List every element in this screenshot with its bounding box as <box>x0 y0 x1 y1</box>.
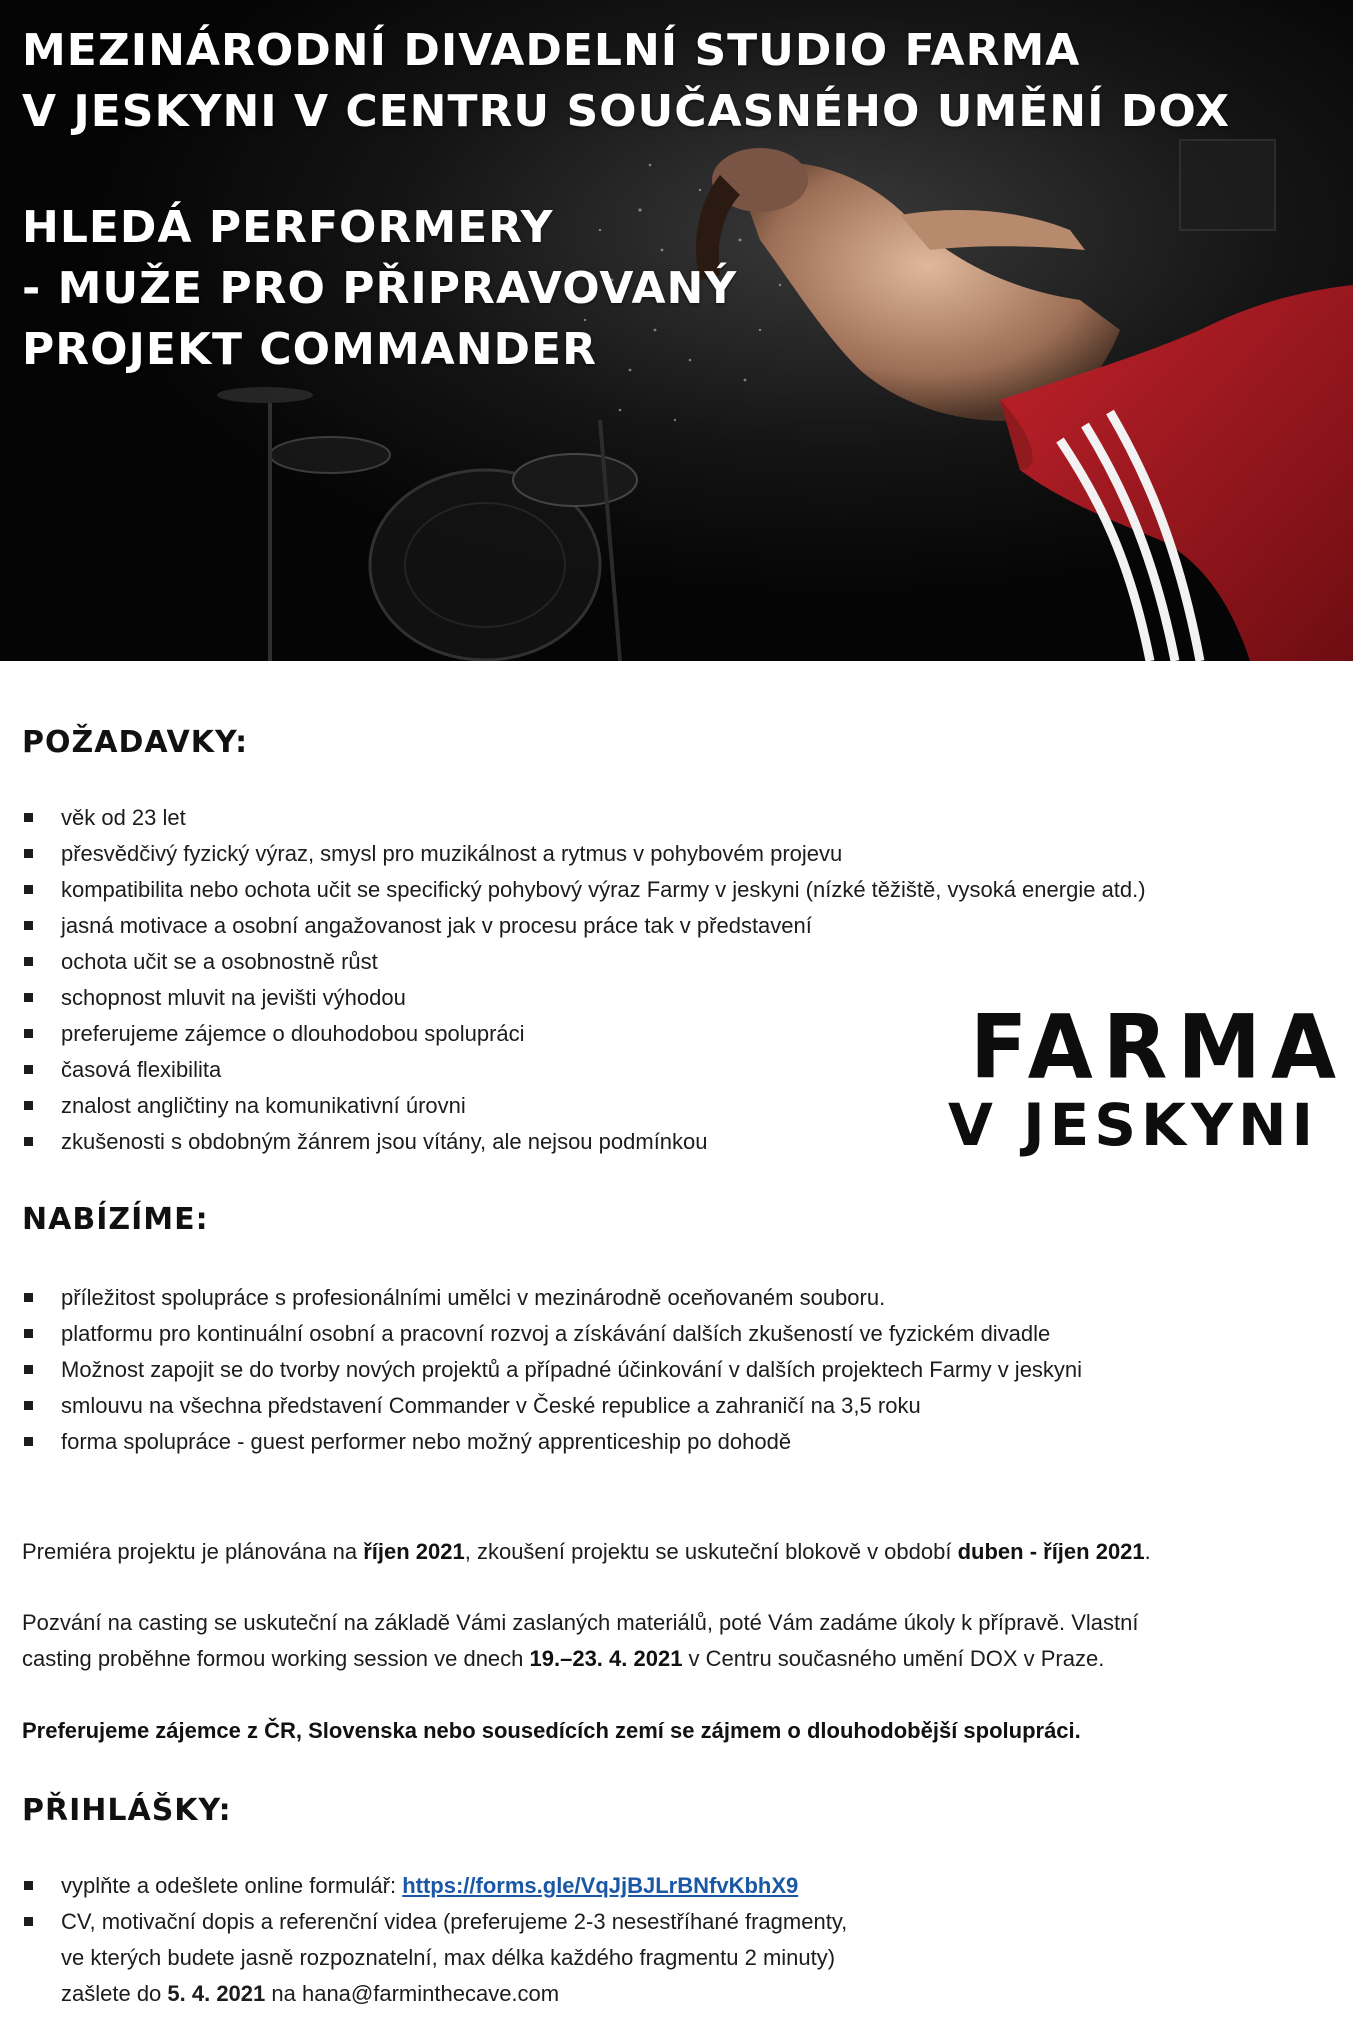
farma-logo <box>948 995 1347 1172</box>
bullet-square-icon <box>24 1101 33 1110</box>
list-item: preferujeme zájemce o dlouhodobou spolupráci <box>22 1016 1146 1052</box>
applications-list <box>22 1868 847 2012</box>
bullet-square-icon <box>24 921 33 930</box>
requirements-heading: POŽADAVKY: <box>22 725 249 760</box>
list-item: smlouvu na všechna představení Commander v České republice a zahraničí na 3,5 roku <box>22 1388 1082 1424</box>
hero-title-line: PROJEKT COMMANDER <box>22 324 597 375</box>
list-item: kompatibilita nebo ochota učit se specifický pohybový výraz Farmy v jeskyni (nízké těžiště, vysoká energie atd.) <box>22 872 1146 908</box>
list-item: zkušenosti s obdobným žánrem jsou vítány, ale nejsou podmínkou <box>22 1124 1146 1160</box>
hero-title-line: HLEDÁ PERFORMERY <box>22 202 554 253</box>
bullet-square-icon <box>24 813 33 822</box>
bullet-square-icon <box>24 1065 33 1074</box>
bullet-square-icon <box>24 1329 33 1338</box>
applications-heading: PŘIHLÁŠKY: <box>22 1793 232 1828</box>
hero-title <box>22 20 1230 380</box>
list-item: časová flexibilita <box>22 1052 1146 1088</box>
bullet-square-icon <box>24 1137 33 1146</box>
logo-line-2: V JESKYNI <box>948 1091 1319 1159</box>
list-item: platformu pro kontinuální osobní a pracovní rozvoj a získávání dalších zkušeností ve fyzickém divadle <box>22 1316 1082 1352</box>
list-item: schopnost mluvit na jevišti výhodou <box>22 980 1146 1016</box>
bullet-square-icon <box>24 1437 33 1446</box>
hero-title-spacer <box>22 142 1230 197</box>
list-item: ochota učit se a osobnostně růst <box>22 944 1146 980</box>
list-item: forma spolupráce - guest performer nebo možný apprenticeship po dohodě <box>22 1424 1082 1460</box>
bullet-square-icon <box>24 1029 33 1038</box>
list-item: CV, motivační dopis a referenční videa (preferujeme 2-3 nesestříhané fragmenty, ve kterých budete jasně rozpoznatelní, max délka každého fragmentu 2 minuty) zašlete do 5. 4. 2021 na hana@farminthecave.com <box>22 1904 847 2012</box>
offer-list <box>22 1280 1082 1460</box>
list-item: jasná motivace a osobní angažovanost jak v procesu práce tak v představení <box>22 908 1146 944</box>
list-item: věk od 23 let <box>22 800 1146 836</box>
bullet-square-icon <box>24 1881 33 1890</box>
preference-paragraph: Preferujeme zájemce z ČR, Slovenska nebo sousedících zemí se zájmem o dlouhodobější spolupráci. <box>22 1718 1081 1743</box>
list-item: Možnost zapojit se do tvorby nových projektů a případné účinkování v dalších projektech Farmy v jeskyni <box>22 1352 1082 1388</box>
list-item: znalost angličtiny na komunikativní úrovni <box>22 1088 1146 1124</box>
premiere-paragraph: Premiéra projektu je plánována na říjen 2021, zkoušení projektu se uskuteční blokově v období duben - říjen 2021. <box>22 1539 1151 1564</box>
logo-line-1: FARMA <box>970 995 1347 1099</box>
list-item: příležitost spolupráce s profesionálními umělci v mezinárodně oceňovaném souboru. <box>22 1280 1082 1316</box>
list-item: přesvědčivý fyzický výraz, smysl pro muzikálnost a rytmus v pohybovém projevu <box>22 836 1146 872</box>
bullet-square-icon <box>24 1917 33 1926</box>
bullet-square-icon <box>24 1293 33 1302</box>
bullet-square-icon <box>24 849 33 858</box>
bullet-square-icon <box>24 993 33 1002</box>
list-item: vyplňte a odešlete online formulář: https://forms.gle/VqJjBJLrBNfvKbhX9 <box>22 1868 847 1904</box>
hero-title-line: MEZINÁRODNÍ DIVADELNÍ STUDIO FARMA <box>22 25 1081 76</box>
hero-title-line: - MUŽE PRO PŘIPRAVOVANÝ <box>22 263 738 314</box>
bullet-square-icon <box>24 957 33 966</box>
hero-title-line: V JESKYNI V CENTRU SOUČASNÉHO UMĚNÍ DOX <box>22 86 1231 137</box>
casting-paragraph: Pozvání na casting se uskuteční na základě Vámi zaslaných materiálů, poté Vám zadáme úkoly k přípravě. Vlastní casting proběhne formou working session ve dnech 19.–23. 4. 2021 v Centru současného umění DOX v Praze. <box>22 1610 1139 1671</box>
hero-banner <box>0 0 1353 661</box>
bullet-square-icon <box>24 885 33 894</box>
form-link[interactable]: https://forms.gle/VqJjBJLrBNfvKbhX9 <box>402 1873 799 1898</box>
bullet-square-icon <box>24 1365 33 1374</box>
bullet-square-icon <box>24 1401 33 1410</box>
offer-heading: NABÍZÍME: <box>22 1202 209 1237</box>
